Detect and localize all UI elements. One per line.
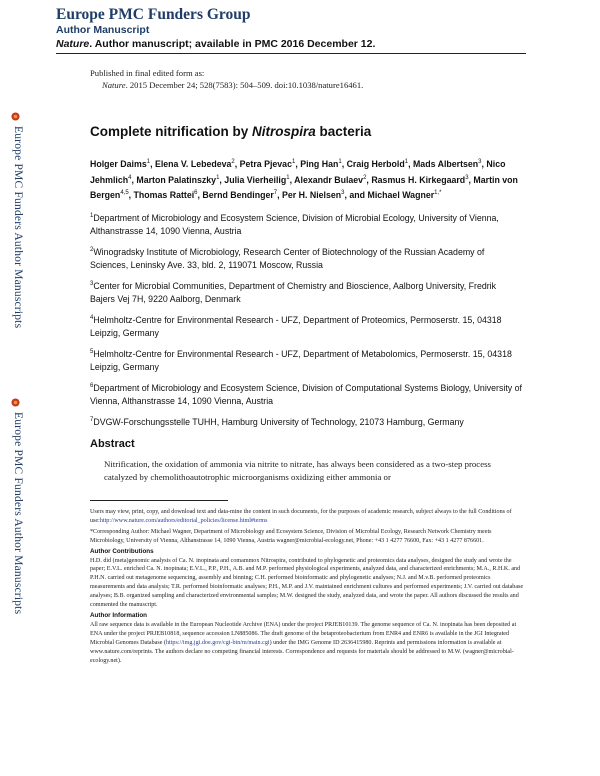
author-separator: , — [128, 189, 134, 200]
pmc-logo-icon — [11, 112, 20, 121]
author-name: Elena V. Lebedeva — [154, 158, 232, 169]
author-affiliation-marker: 1 — [291, 159, 296, 165]
author-separator: , — [197, 189, 203, 200]
citation-line — [90, 80, 363, 92]
article-title — [90, 124, 371, 139]
side-banner-text-top: Europe PMC Funders Author Manuscripts — [12, 126, 24, 329]
author-name: Per H. Nielsen — [282, 189, 342, 200]
side-banner-text-bottom: Europe PMC Funders Author Manuscripts — [12, 412, 24, 615]
author-affiliation-marker: 1 — [404, 159, 409, 165]
affiliation-text: Department of Microbiology and Ecosystem Science, Division of Computational Systems Biology, University of Vienna, Althanstrasse 14, 1090 Vienna, Austria — [90, 383, 522, 406]
footnote-divider — [90, 500, 228, 501]
affiliation-number: 4 — [90, 315, 94, 322]
author-affiliation-marker: 3 — [478, 159, 482, 165]
author-affiliation-marker: 4,5 — [120, 190, 129, 197]
author-separator: , — [234, 158, 240, 169]
affiliation-number: 3 — [90, 281, 94, 288]
author-separator: , — [131, 174, 137, 185]
author-affiliation-marker: 1 — [286, 174, 290, 181]
jgi-link[interactable]: https://img.jgi.doe.gov/cgi-bin/m/main.cgi — [165, 639, 270, 646]
published-label: Published in final edited form as: — [90, 68, 205, 78]
author-name: Bernd Bendinger — [202, 189, 274, 200]
author-separator: , — [366, 174, 372, 185]
affiliation-text: Center for Microbial Communities, Department of Chemistry and Bioscience, Aalborg University, Fredrik Bajers Vej 7H, 9220 Aalborg, Denmark — [90, 280, 497, 304]
author-name: Craig Herbold — [346, 158, 405, 169]
author-info-text — [90, 621, 526, 666]
author-affiliation-marker: 2 — [363, 174, 367, 181]
author-separator: , — [341, 158, 347, 169]
affiliation-item — [90, 278, 522, 306]
contributions-heading: Author Contributions — [90, 547, 154, 555]
author-name: Alexandr Bulaev — [294, 174, 364, 185]
author-name: Mads Albertsen — [412, 158, 479, 169]
author-name: Marton Palatinszky — [136, 174, 217, 185]
citation-journal: Nature — [102, 79, 126, 90]
author-separator: , — [219, 174, 225, 185]
author-name: Thomas Rattei — [133, 189, 195, 200]
author-name: Petra Pjevac — [239, 158, 292, 169]
author-separator: , — [150, 158, 155, 169]
affiliation-item — [90, 244, 522, 272]
terms-link[interactable]: http://www.nature.com/authors/editorial_policies/license.html#terms — [99, 517, 268, 524]
author-name: Michael Wagner — [367, 189, 435, 200]
terms-of-use — [90, 508, 526, 526]
affiliation-text: Helmholtz-Centre for Environmental Research - UFZ, Department of Proteomics, Permoserstr. 15, 04318 Leipzig, Germany — [90, 314, 502, 338]
affiliation-text: DVGW-Forschungsstelle TUHH, Hamburg University of Technology, 21073 Hamburg, Germany — [93, 417, 464, 428]
affiliation-item — [90, 312, 522, 340]
author-affiliation-marker: 4 — [128, 174, 132, 181]
side-banner-bottom — [8, 398, 24, 698]
affiliation-item — [90, 346, 522, 374]
author-separator: , — [468, 174, 474, 185]
contributions-text: H.D. did (meta)genomic analysis of Ca. N. inopinata and comammox Nitrospira, contributed to phylogenetic and proteomics data analyses, designed the study and wrote the paper; E.V.L. enriched Ca. N. inopinata; E.V.L., P.P., P.H., A.B. and M.P. performed physiological experiments, analyzed data, and characterized enrichments; M.A., R.H.K. and P.H.N. carried out metagenome sequencing, assembly and binning; C.H. performed bioinformatic and phylogenetic analyses; N.J. and M.v.B. performed proteomics measurements and data analysis; T.R. performed bioinformatic analyses; P.H., M.P. and J.V. maintained enrichment cultures and performed experiments; J.V. carried out database analyses; B.B. organized sampling and characterized environmental samples; M.W. designed the study, analyzed data, and wrote the paper. All authors discussed the results and commented the manuscript. — [90, 557, 524, 609]
author-affiliation-marker: 1 — [146, 159, 151, 165]
title-italic: Nitrospira — [252, 124, 316, 139]
author-name: Martin von Bergen — [90, 174, 518, 200]
affiliation-item — [90, 414, 522, 429]
side-banner-top — [8, 112, 24, 412]
author-affiliation-marker: 6 — [194, 190, 198, 197]
affiliation-text: Department of Microbiology and Ecosystem Science, Division of Microbial Ecology, University of Vienna, Althanstrasse 14, 1090 Vienna, Austria — [90, 212, 499, 236]
affiliation-number: 1 — [90, 213, 94, 219]
author-info-heading: Author Information — [90, 611, 148, 619]
affiliation-text: Winogradsky Institute of Microbiology, Research Center of Biotechnology of the Russian Academy of Sciences, Leninsky Ave. 33, bld. 2, 119071 Moscow, Russia — [90, 246, 485, 270]
author-affiliation-marker: 3 — [341, 190, 345, 197]
author-info-text-part-2: ) under the IMG Genome ID 2636415980. Reprints and permissions information is available at www.nature.com/reprints. The authors declare no competing financial interests. Correspondence and requests for materials should be addressed to M.W. (wagner@microbial-ecology.net). — [90, 639, 514, 664]
author-separator: , — [295, 158, 301, 169]
journal-availability-line — [56, 37, 526, 54]
author-name: Holger Daims — [90, 158, 147, 169]
author-manuscript-label: Author Manuscript — [56, 24, 150, 36]
author-affiliation-marker: 1 — [216, 174, 220, 181]
author-separator: , — [277, 189, 282, 200]
affiliation-number: 6 — [90, 383, 94, 390]
citation-details: . 2015 December 24; 528(7583): 504–509. doi:10.1038/nature16461. — [125, 79, 364, 90]
author-list — [90, 156, 520, 203]
title-suffix: bacteria — [315, 124, 372, 139]
terms-text: Users may view, print, copy, and download text and data-mine the content in such documents, for the purposes of academic research, subject always to the full Conditions of use: — [90, 509, 512, 524]
affiliation-number: 2 — [90, 247, 94, 254]
author-affiliation-marker: 7 — [273, 190, 278, 197]
author-separator: , — [408, 158, 413, 169]
title-prefix: Complete nitrification by — [90, 124, 253, 139]
affiliation-number: 7 — [90, 417, 94, 424]
author-name: Nico Jehmlich — [90, 158, 506, 185]
author-separator: , — [481, 158, 487, 169]
author-name: Ping Han — [300, 158, 339, 169]
publication-info — [90, 68, 363, 91]
author-affiliation-marker: 3 — [465, 174, 469, 181]
corresponding-author: *Corresponding Author: Michael Wagner, Department of Microbiology and Ecosystem Science, Division of Microbial Ecology, Research Network Chemistry meets Microbiology, University of Vienna, Althanstrasse 14, 1090 Vienna, Austria wagner@microbial-ecology.net, Phone: +43 1 4277 76600, Fax: +43 1 4277 876601. — [90, 528, 492, 544]
pmc-logo-icon — [11, 398, 20, 407]
author-affiliation-marker: 2 — [231, 159, 235, 165]
author-name: Rasmus H. Kirkegaard — [371, 174, 466, 185]
author-info-text-part-1: All raw sequence data is available in the European Nucleotide Archive (ENA) under the project PRJEB10139. The genome sequence of Ca. N. inopinata has been deposited at ENA under the project PRJEB10818, sequence accession LN885086. The draft genome of the betaproteobacterium from ENR4 and ENR6 is available in the JGI Integrated Microbial Genomes Database ( — [90, 621, 517, 646]
author-name: Julia Vierheilig — [224, 174, 287, 185]
footnotes — [90, 508, 526, 667]
affiliation-item — [90, 210, 522, 238]
author-separator: , and — [344, 189, 368, 200]
pmc-header — [56, 6, 536, 54]
affiliation-list — [90, 210, 522, 435]
author-affiliation-marker: 1,* — [434, 190, 442, 197]
availability-text: . Author manuscript; available in PMC 2016 December 12. — [89, 38, 376, 50]
author-separator: , — [289, 174, 295, 185]
affiliation-item — [90, 380, 522, 408]
abstract-heading: Abstract — [90, 438, 135, 450]
affiliation-text: Helmholtz-Centre for Environmental Research - UFZ, Department of Metabolomics, Permoserstr. 15, 04318 Leipzig, Germany — [90, 348, 512, 372]
author-affiliation-marker: 1 — [338, 159, 342, 165]
affiliation-number: 5 — [90, 349, 94, 356]
journal-name: Nature — [56, 38, 90, 50]
funders-group-title: Europe PMC Funders Group — [56, 6, 251, 23]
abstract-text: Nitrification, the oxidation of ammonia via nitrite to nitrate, has always been considered as a two-step process catalyzed by chemolithoautotrophic microorganisms oxidizing either ammonia or — [104, 459, 491, 482]
